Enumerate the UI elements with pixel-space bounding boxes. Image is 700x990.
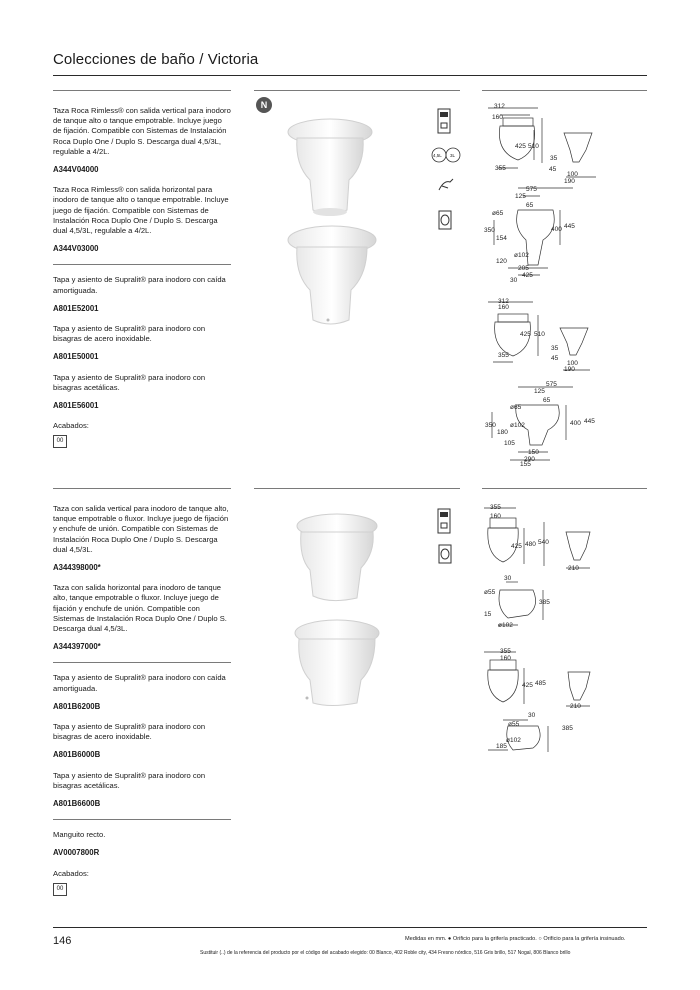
dim-label: ø65 [510, 404, 522, 411]
cistern-icon [437, 108, 451, 139]
dim-label: 125 [534, 388, 545, 395]
footer-legend [405, 936, 625, 942]
dim-label: 35 [551, 345, 559, 352]
product-desc: Tapa y asiento de Supralit® para inodoro con caída amortiguada. [53, 275, 226, 295]
product-desc: Manguito recto. [53, 830, 106, 840]
page-title: Colecciones de baño / Victoria [53, 51, 259, 68]
product-code: A801E56001 [53, 401, 99, 411]
dim-label: 485 [535, 680, 546, 687]
finish-label: Acabados: [53, 421, 89, 431]
dim-label: 105 [504, 440, 515, 447]
section1-text [53, 106, 231, 448]
dim-label: 160 [492, 114, 503, 121]
dim-label: 150 [528, 449, 539, 456]
dim-label: 160 [498, 304, 509, 311]
product-code: A344V03000 [53, 244, 99, 254]
flush-label-b: 3L [450, 153, 456, 158]
dim-label: 45 [549, 166, 557, 173]
dim-label: 190 [564, 178, 575, 185]
dim-label: 160 [500, 655, 511, 662]
product-desc: Taza Roca Rimless® con salida horizontal para inodoro de tanque alto o tanque empotrable. Incluye juego de fijación. Compatible con Sistemas de Instalación Roca Duplo One / Duplo S. Descarga dual 4,5/3L, regulable a 4/2L. [53, 185, 229, 236]
divider [53, 662, 231, 663]
dim-label: 480 [525, 541, 536, 548]
toilet-bowl-icon [438, 544, 452, 569]
legend-hollow: Orificio para la grifería insinuado. [543, 936, 626, 942]
dim-label: 445 [584, 418, 595, 425]
dim-label: ø65 [492, 210, 504, 217]
dim-label: 30 [510, 277, 518, 284]
product-desc: Taza Roca Rimless® con salida vertical para inodoro de tanque alto o tanque empotrable. Incluye juego de fijación. Compatible con Sistemas de Instalación Roca Duplo One / Duplo S. Descarga dual 4,5/3L, regulable a 4/2L. [53, 106, 231, 156]
section1-rule-image [254, 90, 460, 91]
dim-label: 510 [528, 143, 539, 150]
dim-label: ø102 [498, 622, 513, 629]
dim-label: 425 [515, 143, 526, 150]
product-desc: Tapa y asiento de Supralit® para inodoro con caída amortiguada. [53, 673, 226, 693]
legend-filled: Orificio para la grifería practicado. [452, 936, 537, 942]
cistern-icon [437, 508, 451, 539]
section1-rule-text [53, 90, 231, 91]
toilet-photos-section1 [275, 110, 385, 335]
dim-label: 30 [528, 712, 536, 719]
divider [53, 264, 231, 265]
dim-label: ø102 [514, 252, 529, 259]
dim-label: 400 [551, 226, 562, 233]
dim-label: 210 [568, 565, 579, 572]
product-desc: Tapa y asiento de Supralit® para inodoro con bisagras de acero inoxidable. [53, 324, 206, 344]
dim-label: 205 [518, 265, 529, 272]
product-desc: Tapa y asiento de Supralit® para inodoro con bisagras acetálicas. [53, 770, 206, 790]
product-code: A801B6200B [53, 701, 101, 711]
hand-icon [436, 176, 456, 199]
header-rule [53, 75, 647, 76]
toilet-horizontal-outlet-photo [295, 620, 379, 706]
toilet-vertical-outlet-photo [297, 514, 377, 601]
dim-label: 185 [496, 743, 507, 750]
product-code: A801E50001 [53, 352, 99, 362]
filled-dot-icon: ● [447, 936, 452, 942]
toilet-photos-section2 [285, 508, 385, 708]
product-code: A801B6600B [53, 799, 101, 809]
section2-rule-text [53, 488, 231, 489]
product-code: A801E52001 [53, 303, 99, 313]
rimless-icon [438, 210, 452, 235]
dim-label: 65 [526, 202, 534, 209]
dim-label: 100 [567, 360, 578, 367]
section2-rule-image [254, 488, 460, 489]
product-desc: Tapa y asiento de Supralit® para inodoro con bisagras acetálicas. [53, 372, 206, 392]
dim-label: 120 [496, 258, 507, 265]
dim-label: 385 [562, 725, 573, 732]
finish-swatch: 00 [53, 435, 67, 448]
dim-label: 540 [538, 539, 549, 546]
section2-text [53, 504, 231, 896]
hollow-dot-icon: ○ [538, 936, 542, 942]
finish-swatch: 00 [53, 883, 67, 896]
dim-label: 35 [550, 155, 558, 162]
product-code: A344V04000 [53, 165, 99, 175]
dim-label: 30 [504, 575, 512, 582]
section1-rule-drawings [482, 90, 647, 91]
dim-label: 355 [500, 648, 511, 655]
product-desc: Tapa y asiento de Supralit® para inodoro con bisagras de acero inoxidable. [53, 722, 206, 742]
section2-rule-drawings [482, 488, 647, 489]
divider [53, 819, 231, 820]
dim-label: 350 [484, 227, 495, 234]
dim-label: 125 [515, 193, 526, 200]
dim-label: 180 [497, 429, 508, 436]
dim-label: 575 [526, 186, 537, 193]
legend-measures: Medidas en mm. [405, 936, 447, 942]
dim-label: 445 [564, 223, 575, 230]
dim-label: 312 [494, 103, 505, 110]
dim-label: 155 [520, 461, 531, 468]
dim-label: 15 [484, 611, 492, 618]
dim-label: 355 [495, 165, 506, 172]
technical-drawings-section2 [478, 500, 648, 770]
product-code: A344397000* [53, 642, 101, 652]
dim-label: 65 [543, 397, 551, 404]
product-code: AV0007800R [53, 848, 100, 858]
footer-note: Sustituir (..) de la referencia del producto por el código del acabado elegido: 00 Blanco, 402 Roble city, 434 Fresno nórdico, 516 Gris brillo, 517 Nogal, 806 Blanco brillo [200, 950, 571, 956]
product-desc: Taza con salida horizontal para inodoro de tanque alto, tanque empotrable o fluxor. Incluye juego de fijación y enchufe de unión. Compatible con Sistemas de Instalación Roca Duplo One / Duplo S. Descarga dual 4,5/3L. [53, 583, 227, 634]
finish-label: Acabados: [53, 868, 89, 878]
technical-drawings-section1 [478, 100, 648, 470]
dim-label: 575 [546, 381, 557, 388]
dim-label: 45 [551, 355, 559, 362]
page-number: 146 [53, 935, 72, 947]
dim-label: 425 [511, 543, 522, 550]
dim-label: ø102 [506, 737, 521, 744]
flush-label-a: 4,5L [433, 153, 442, 158]
dim-label: 154 [496, 235, 507, 242]
dim-label: 190 [564, 366, 575, 373]
dim-label: ø55 [484, 589, 496, 596]
dim-label: 312 [498, 298, 509, 305]
dim-label: 385 [539, 599, 550, 606]
new-badge: N [256, 97, 272, 113]
dim-label: 425 [520, 331, 531, 338]
dim-label: ø55 [508, 721, 520, 728]
toilet-horizontal-outlet-photo [288, 226, 376, 324]
dim-label: 160 [490, 513, 501, 520]
dim-label: 400 [570, 420, 581, 427]
footer-rule [53, 927, 647, 928]
dim-label: ø102 [510, 422, 525, 429]
dim-label: 100 [567, 171, 578, 178]
product-code: A801B6000B [53, 750, 101, 760]
dim-label: 425 [522, 682, 533, 689]
product-code: A344398000* [53, 563, 101, 573]
dim-label: 210 [570, 703, 581, 710]
toilet-vertical-outlet-photo [288, 119, 372, 216]
dim-label: 425 [522, 272, 533, 279]
dim-label: 355 [498, 352, 509, 359]
product-desc: Taza con salida vertical para inodoro de tanque alto, tanque empotrable o fluxor. Incluye juego de fijación y enchufe de unión. Compatible con Sistemas de Instalación Roca Duplo One / Duplo S. Descarga dual 4,5/3L. [53, 504, 229, 554]
dim-label: 290 [524, 456, 535, 463]
dim-label: 355 [490, 504, 501, 511]
dim-label: 510 [534, 331, 545, 338]
dim-label: 350 [485, 422, 496, 429]
